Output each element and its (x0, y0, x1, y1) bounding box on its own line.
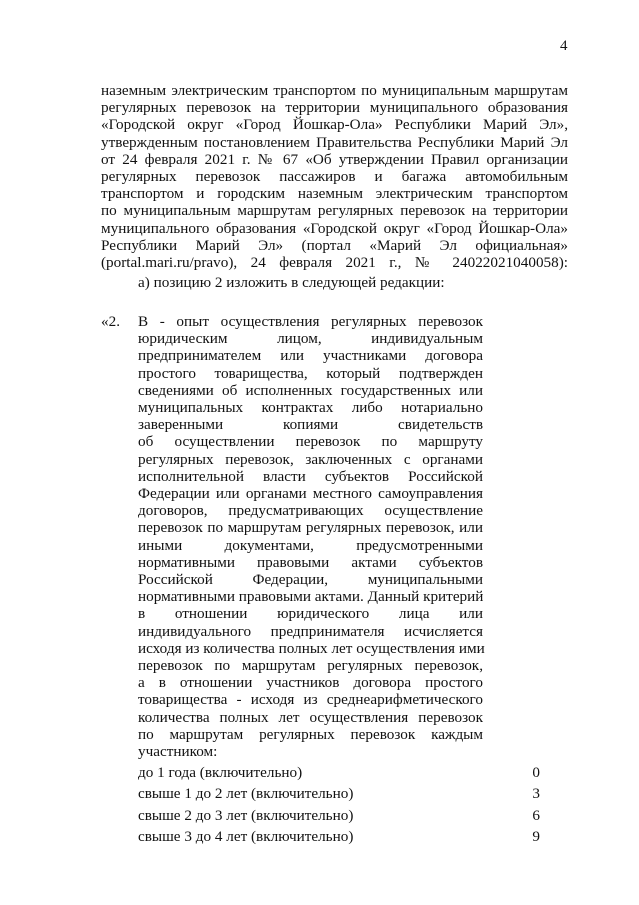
criterion-line: а в отношении участников договора простого (138, 674, 483, 692)
score-value: 3 (532, 785, 540, 803)
criterion-line: исполнительной власти субъектов Российской (138, 467, 483, 485)
intro-line: наземным электрическим транспортом по муниципальным маршрутам (101, 82, 568, 99)
criterion-line: предпринимателем или участниками договора (138, 347, 483, 365)
criterion-description (138, 313, 483, 760)
criterion-line: Российской Федерации, муниципальными (138, 571, 483, 589)
score-value: 0 (532, 764, 540, 781)
score-row (138, 826, 540, 847)
criterion-line: регулярных перевозок, заключенных с органами (138, 450, 483, 468)
score-label: свыше 1 до 2 лет (включительно) (138, 785, 354, 803)
intro-line: «Городской округ «Город Йошкар-Ола» Республики Марий Эл», (101, 116, 568, 134)
score-row (138, 762, 540, 783)
criterion-line: перевозок по маршрутам регулярных перевозок, или (138, 519, 483, 537)
criterion-line: перевозок по маршрутам регулярных перевозок, (138, 657, 483, 675)
criterion-line: в отношении юридического лица или (138, 605, 483, 623)
criterion-line: договоров, предусматривающих осуществление (138, 502, 483, 520)
criterion-line: простого товарищества, который подтвержден (138, 364, 483, 382)
criterion-line: товарищества - исходя из среднеарифметического (138, 691, 483, 709)
intro-line: регулярных перевозок на территории муниципального образования (101, 99, 568, 117)
criterion-line: по маршрутам регулярных перевозок каждым (138, 725, 483, 743)
criterion-line: иными документами, предусмотренными (138, 536, 483, 554)
item-number: «2. (101, 313, 120, 330)
score-label: свыше 3 до 4 лет (включительно) (138, 827, 354, 845)
criterion-line: участником: (138, 743, 218, 761)
criterion-line: нормативными правовыми актами субъектов (138, 553, 483, 571)
criterion-line: индивидуального предпринимателя исчисляется (138, 622, 483, 640)
intro-line: регулярных перевозок пассажиров и багажа автомобильным (101, 168, 568, 186)
criterion-line: заверенными копиями свидетельств (138, 416, 483, 434)
intro-line: (portal.mari.ru/pravo), 24 февраля 2021 г., № 24022021040058): (101, 254, 568, 272)
score-label: до 1 года (включительно) (138, 764, 303, 781)
criterion-line: количества полных лет осуществления перевозок (138, 708, 483, 726)
intro-line: Республики Марий Эл» (портал «Марий Эл официальная» (101, 236, 568, 254)
score-row (138, 805, 540, 826)
page-number: 4 (560, 38, 568, 54)
amendment-instruction: а) позицию 2 изложить в следующей редакции: (138, 274, 445, 291)
intro-line: транспортом и городским наземным электрическим транспортом (101, 185, 568, 203)
intro-line: от 24 февраля 2021 г. № 67 «Об утверждении Правил организации (101, 150, 568, 168)
score-label: свыше 2 до 3 лет (включительно) (138, 806, 354, 824)
score-table (138, 762, 540, 847)
criterion-line: нормативными правовыми актами. Данный критерий (138, 588, 484, 606)
score-row (138, 783, 540, 804)
criterion-line: об осуществлении перевозок по маршруту (138, 433, 483, 451)
intro-paragraph (101, 82, 568, 271)
intro-line: утвержденным постановлением Правительства Республики Марий Эл (101, 133, 568, 151)
criterion-line: Федерации или органами местного самоуправления (138, 485, 483, 503)
criterion-line: сведениями об исполненных государственных или (138, 381, 483, 399)
criterion-line: исходя из количества полных лет осуществления ими (138, 639, 485, 657)
score-value: 6 (532, 806, 540, 824)
criterion-line: муниципальных контрактах либо нотариально (138, 399, 483, 417)
intro-line: муниципального образования «Городской округ «Город Йошкар-Ола» (101, 219, 568, 237)
intro-line: по муниципальным маршрутам регулярных перевозок на территории (101, 202, 568, 220)
criterion-line: В - опыт осуществления регулярных перевозок (138, 313, 483, 330)
score-value: 9 (532, 827, 540, 845)
criterion-line: юридическим лицом, индивидуальным (138, 330, 483, 348)
